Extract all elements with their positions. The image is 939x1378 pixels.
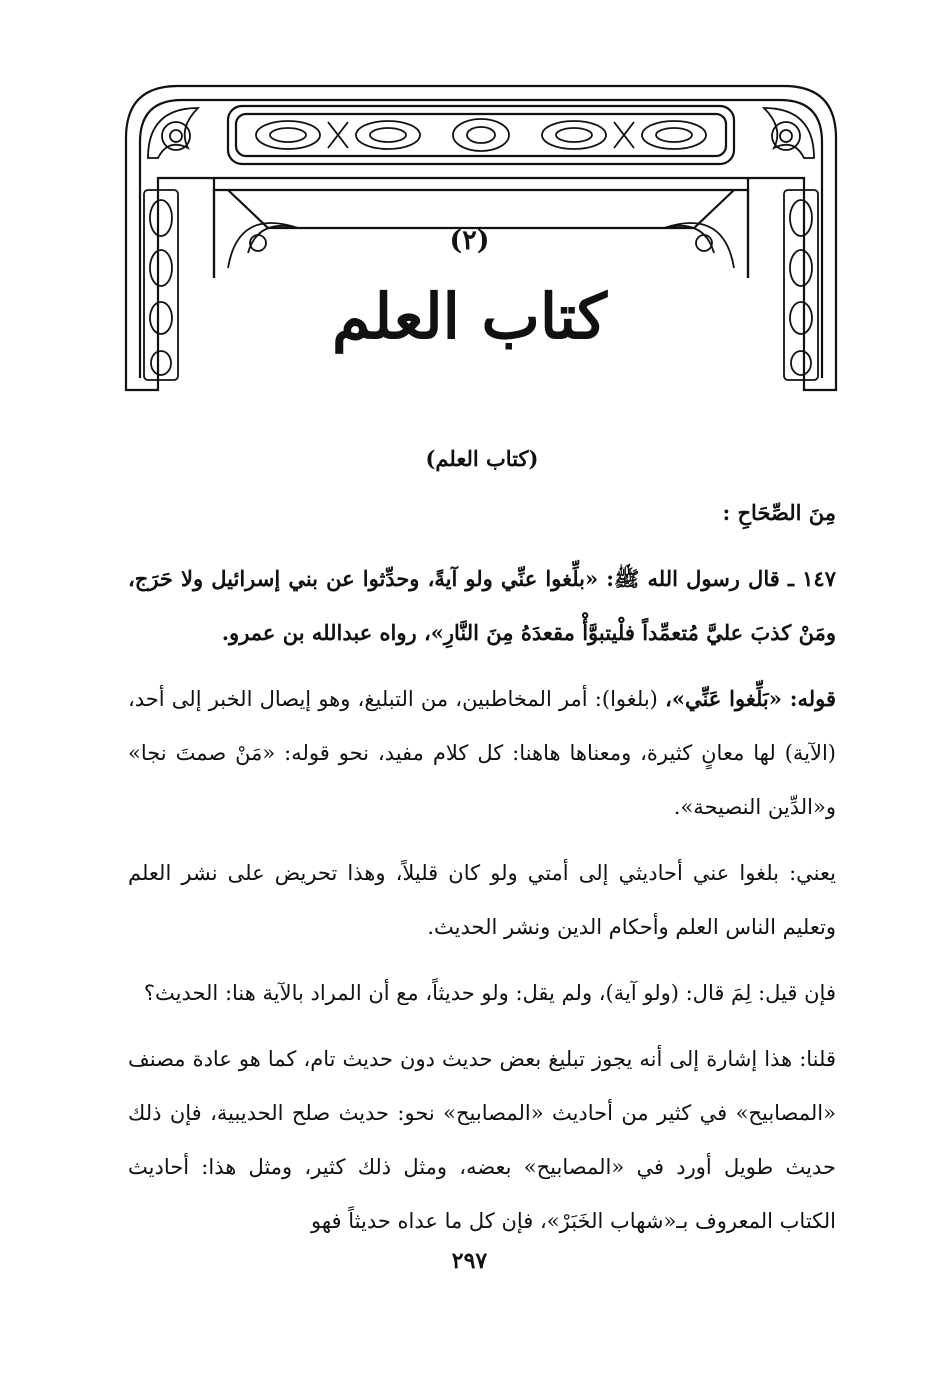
commentary-text: (بلغوا): أمر المخاطبين، من التبليغ، وهو إيصال الخبر إلى أحد، (الآية) لها معانٍ كثيرة، ومعناها هاهنا: كل كلام مفيد، نحو قوله: «مَنْ صمتَ نجا» و«الدِّين النصيحة». <box>128 687 836 819</box>
section-title: (كتاب العلم) <box>425 446 539 471</box>
hadith-paragraph <box>128 552 836 660</box>
commentary-paragraph <box>128 1032 836 1248</box>
subsection-title: مِنَ الصِّحَاحِ : <box>722 500 836 525</box>
commentary-text: يعني: بلغوا عني أحاديثي إلى أمتي ولو كان قليلاً، وهذا تحريض على نشر العلم وتعليم الناس العلم وأحكام الدين ونشر الحديث. <box>128 861 836 939</box>
commentary-lead: قوله: «بَلِّغوا عَنِّي»، <box>665 686 836 711</box>
page-body <box>128 432 836 1248</box>
commentary-paragraph <box>128 672 836 834</box>
commentary-text: قلنا: هذا إشارة إلى أنه يجوز تبليغ بعض حديث دون حديث تام، كما هو عادة مصنف «المصابيح» في كثير من أحاديث «المصابيح» نحو: حديث صلح الحديبية، فإن ذلك حديث طويل أورد في «المصابيح» بعضه، ومثل ذلك كثير، ومثل هذا: أحاديث الكتاب المعروف بـ«شهاب الخَبَرْ»، فإن كل ما عداه حديثاً فهو <box>128 1047 836 1233</box>
hadith-text: ـ قال رسول الله ﷺ: «بلِّغوا عنِّي ولو آيةً، وحدِّثوا عن بني إسرائيل ولا حَرَج، ومَنْ كذبَ عليَّ مُتعمِّداً فلْيتبوَّأْ مقعدَهُ مِنَ النَّارِ»، رواه عبدالله بن عمرو. <box>128 566 836 645</box>
chapter-title: كتاب العلم <box>332 280 607 353</box>
page-number: ٢٩٧ <box>451 1248 488 1274</box>
commentary-paragraph <box>128 846 836 954</box>
commentary-text: فإن قيل: لِمَ قال: (ولو آية)، ولم يقل: ولو حديثاً، مع أن المراد بالآية هنا: الحديث؟ <box>143 981 836 1005</box>
chapter-number: (٢) <box>449 225 490 256</box>
commentary-paragraph <box>128 966 836 1020</box>
hadith-number: ١٤٧ <box>802 566 836 591</box>
